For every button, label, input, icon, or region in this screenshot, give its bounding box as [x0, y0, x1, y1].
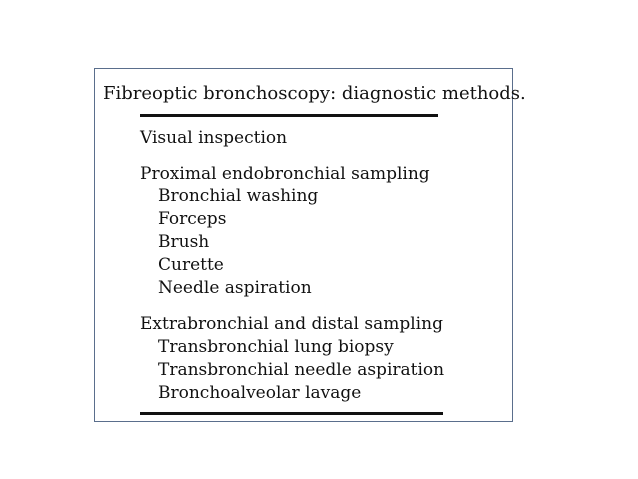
- section-heading-proximal-sampling: Proximal endobronchial sampling: [140, 164, 430, 184]
- section-heading-extrabronchial-sampling: Extrabronchial and distal sampling: [140, 314, 443, 334]
- bottom-rule: [140, 412, 443, 415]
- list-item-curette: Curette: [158, 255, 224, 275]
- list-item-forceps: Forceps: [158, 209, 227, 229]
- table-title: Fibreoptic bronchoscopy: diagnostic methods.: [103, 83, 526, 104]
- list-item-transbronchial-lung-biopsy: Transbronchial lung biopsy: [158, 337, 394, 357]
- list-item-brush: Brush: [158, 232, 210, 252]
- list-item-bronchoalveolar-lavage: Bronchoalveolar lavage: [158, 383, 362, 403]
- list-item-transbronchial-needle-aspiration: Transbronchial needle aspiration: [158, 360, 445, 380]
- section-heading-visual-inspection: Visual inspection: [140, 128, 288, 148]
- top-rule: [140, 114, 438, 117]
- list-item-bronchial-washing: Bronchial washing: [158, 186, 319, 206]
- list-item-needle-aspiration: Needle aspiration: [158, 278, 312, 298]
- table-frame: [94, 68, 526, 422]
